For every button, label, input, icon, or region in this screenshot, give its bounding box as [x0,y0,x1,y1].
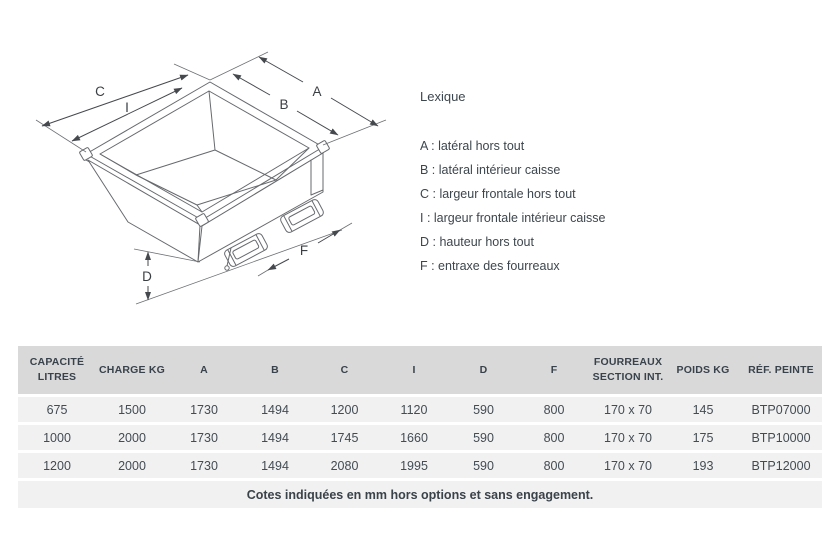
dim-label-b: B [279,97,289,112]
cell-c: 2080 [310,453,379,478]
cell-f: 800 [518,425,590,450]
cell-a: 1730 [168,397,240,422]
cell-d: 590 [449,425,518,450]
cell-i: 1120 [379,397,449,422]
header-row [18,346,822,394]
cell-b: 1494 [240,397,310,422]
skip-isometric-svg [0,0,420,330]
lexique-item-d: D : hauteur hors tout [420,235,534,249]
col-header-charge: CHARGE KG [96,346,168,394]
cell-charge: 2000 [96,453,168,478]
dim-label-a: A [312,84,322,99]
lexique-panel [420,90,820,278]
cell-ref: BTP12000 [740,453,822,478]
lexique-item-a: A : latéral hors tout [420,139,525,153]
cell-poids: 145 [666,397,740,422]
cell-charge: 2000 [96,425,168,450]
cell-charge: 1500 [96,397,168,422]
col-header-poids: POIDS KG [666,346,740,394]
cell-d: 590 [449,453,518,478]
cell-i: 1660 [379,425,449,450]
col-header-f: F [518,346,590,394]
lexique-item-f: F : entraxe des fourreaux [420,259,560,273]
cell-ref: BTP10000 [740,425,822,450]
cell-fourreaux: 170 x 70 [590,397,666,422]
col-header-capacite: CAPACITÉ LITRES [18,346,96,394]
lexique-title: Lexique [420,89,466,104]
table-row [18,453,822,478]
cell-poids: 193 [666,453,740,478]
col-header-c: C [310,346,379,394]
cell-capacite: 1200 [18,453,96,478]
col-header-b: B [240,346,310,394]
dim-label-c: C [95,84,105,99]
table-note-row [18,481,822,508]
lexique-list [420,134,820,278]
table-note: Cotes indiquées en mm hors options et sans engagement. [18,481,822,508]
spec-table-area [18,343,822,511]
lexique-item-i: I : largeur frontale intérieur caisse [420,211,606,225]
table-row [18,425,822,450]
cell-a: 1730 [168,453,240,478]
cell-d: 590 [449,397,518,422]
cell-a: 1730 [168,425,240,450]
table-row [18,397,822,422]
cell-b: 1494 [240,453,310,478]
cell-ref: BTP07000 [740,397,822,422]
dim-label-i: I [125,100,129,115]
lexique-item-c: C : largeur frontale hors tout [420,187,576,201]
cell-c: 1200 [310,397,379,422]
cell-f: 800 [518,453,590,478]
spec-table [18,343,822,511]
dim-label-f: F [299,243,309,258]
cell-poids: 175 [666,425,740,450]
col-header-a: A [168,346,240,394]
col-header-fourreaux: FOURREAUX SECTION INT. [590,346,666,394]
cell-c: 1745 [310,425,379,450]
col-header-ref: RÉF. PEINTE [740,346,822,394]
cell-f: 800 [518,397,590,422]
cell-i: 1995 [379,453,449,478]
col-header-i: I [379,346,449,394]
cell-capacite: 675 [18,397,96,422]
cell-fourreaux: 170 x 70 [590,453,666,478]
cell-b: 1494 [240,425,310,450]
dim-label-d: D [142,269,152,284]
skip-technical-drawing [0,0,420,330]
lexique-item-b: B : latéral intérieur caisse [420,163,561,177]
skip-body [79,82,330,262]
cell-fourreaux: 170 x 70 [590,425,666,450]
col-header-d: D [449,346,518,394]
cell-capacite: 1000 [18,425,96,450]
